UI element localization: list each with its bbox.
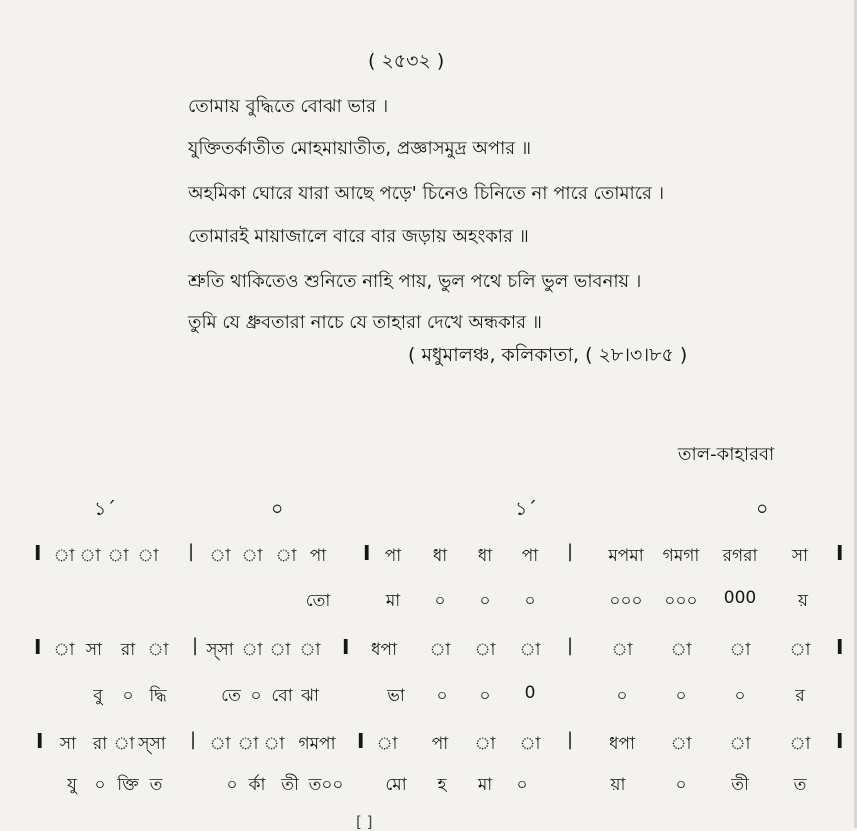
lyric-syllable: তী (281, 775, 299, 795)
swara-note: া (429, 640, 451, 660)
swara-note: া (519, 640, 541, 660)
bar-line: I (36, 729, 44, 753)
beat-mark-1: ১ˊ (94, 498, 116, 520)
swara-note: পা (384, 546, 402, 566)
swara-note: া (137, 546, 159, 566)
notation-swara-row-2 (0, 637, 857, 667)
swara-note: া (79, 546, 101, 566)
lyric-syllable: ০ (479, 591, 491, 611)
notation-syllable-row-2 (0, 683, 857, 713)
swara-note: ধপা (371, 640, 397, 660)
bar-line: | (567, 635, 574, 656)
lyric-syllable: মো (385, 775, 407, 795)
swara-note: ধা (432, 546, 448, 566)
lyric-syllable: হ (437, 775, 447, 795)
bar-line: | (192, 635, 199, 656)
swara-note: া (729, 734, 751, 754)
bar-line: | (190, 729, 197, 750)
lyric-syllable: 000 (723, 588, 757, 608)
lyric-syllable: 0 (524, 683, 536, 703)
swara-note: া (519, 734, 541, 754)
swara-note: া (275, 546, 297, 566)
swara-note: া (611, 640, 633, 660)
lyric-syllable: দ্ধি (149, 686, 167, 706)
notation-swara-row-1 (0, 543, 857, 573)
bar-line: I (357, 729, 365, 753)
swara-note: রা (92, 734, 108, 754)
swara-note: া (53, 546, 75, 566)
swara-note: সা (85, 640, 103, 660)
lyric-syllable: ভা (387, 686, 405, 706)
swara-note: রগরা (722, 546, 758, 566)
lyric-line-1: তোমায় বুদ্ধিতে বোঝা ভার । (188, 96, 389, 117)
lyric-syllable: ০ (434, 591, 446, 611)
swara-note: স্সা (138, 734, 166, 754)
lyric-syllable: বু (93, 686, 103, 706)
lyric-syllable: ০ (675, 686, 687, 706)
lyric-syllable: ত০০ (308, 775, 344, 795)
swara-note: া (376, 734, 398, 754)
lyric-syllable: ০ (524, 591, 536, 611)
lyric-syllable: তী (731, 775, 749, 795)
swara-note: া (107, 546, 129, 566)
lyric-syllable: ০ (226, 775, 238, 795)
notation-syllable-row-1 (0, 588, 857, 618)
bar-line: I (342, 635, 350, 659)
bar-line: I (836, 541, 844, 565)
bar-line: I (836, 635, 844, 659)
swara-note: া (147, 640, 169, 660)
swara-note: া (209, 546, 231, 566)
lyric-syllable: ০ (516, 775, 528, 795)
swara-note: া (789, 640, 811, 660)
next-song-number-fragment: [ ] (356, 813, 373, 831)
lyric-syllable: য় (797, 591, 809, 611)
swara-note: া (299, 640, 321, 660)
swara-note: া (237, 734, 259, 754)
lyric-syllable: ০ (734, 686, 746, 706)
bar-line: | (567, 729, 574, 750)
swara-note: া (789, 734, 811, 754)
lyric-line-5: শ্রুতি থাকিতেও শুনিতে নাহি পায়, ভুল পথে চলি ভুল ভাবনায় । (188, 271, 642, 292)
composition-credit: ( মধুমালঞ্চ, কলিকাতা, ( ২৮।৩।৮৫ ) (408, 344, 688, 366)
swara-note: া (670, 734, 692, 754)
swara-note: া (729, 640, 751, 660)
lyric-syllable: র্কা (248, 775, 266, 795)
lyric-syllable: ত (793, 775, 807, 795)
lyric-syllable: মা (477, 775, 493, 795)
lyric-syllable: তে (221, 686, 241, 706)
beat-mark-3: ১ˊ (515, 498, 537, 520)
notation-syllable-row-3 (0, 772, 857, 802)
lyric-syllable: ০ (250, 686, 262, 706)
lyric-syllable: বো (271, 686, 293, 706)
lyric-line-2: যুক্তিতর্কাতীত মোহমায়াতীত, প্রজ্ঞাসমুদ্র অপার ॥ (188, 138, 532, 159)
swara-note: গমগা (662, 546, 700, 566)
song-number: ( ২৫৩২ ) (368, 50, 445, 72)
lyric-line-6: তুমি যে ধ্রুবতারা নাচে যে তাহারা দেখে অন্ধকার ॥ (188, 312, 542, 333)
lyric-syllable: মা (385, 591, 401, 611)
lyric-syllable: ০ (616, 686, 628, 706)
swara-note: পা (309, 546, 327, 566)
bar-line: | (188, 541, 195, 562)
lyric-syllable: ঝা (301, 686, 319, 706)
bar-line: I (34, 635, 42, 659)
lyric-syllable: ০ (94, 775, 106, 795)
swara-note: া (53, 640, 75, 660)
swara-note: া (113, 734, 135, 754)
lyric-syllable: তো (305, 591, 331, 611)
lyric-syllable: ০ (479, 686, 491, 706)
bar-line: | (567, 541, 574, 562)
lyric-line-3: অহমিকা ঘোরে যারা আছে পড়ে' চিনেও চিনিতে না পারে তোমারে । (188, 183, 665, 204)
swara-note: া (241, 640, 263, 660)
swara-note: া (269, 640, 291, 660)
lyric-syllable: যু (67, 775, 77, 795)
swara-note: ধপা (609, 734, 635, 754)
swara-note: স্সা (206, 640, 234, 660)
lyric-syllable: ০ (436, 686, 448, 706)
lyric-syllable: ০ (122, 686, 134, 706)
beat-mark-2: ০ (271, 498, 284, 520)
swara-note: গমপা (298, 734, 336, 754)
swara-note: রা (120, 640, 136, 660)
lyric-syllable: ০০০ (664, 591, 698, 611)
notation-swara-row-3 (0, 731, 857, 761)
lyric-syllable: ত (149, 775, 163, 795)
lyric-syllable: ক্তি (117, 775, 139, 795)
lyric-syllable: য়া (610, 775, 626, 795)
swara-note: া (263, 734, 285, 754)
lyric-syllable: র (795, 686, 805, 706)
swara-note: ধা (477, 546, 493, 566)
bar-line: I (363, 541, 371, 565)
swara-note: া (474, 734, 496, 754)
swara-note: সা (59, 734, 77, 754)
bar-line: I (836, 729, 844, 753)
swara-note: া (209, 734, 231, 754)
swara-note: পা (431, 734, 449, 754)
swara-note: া (474, 640, 496, 660)
bar-line: I (34, 541, 42, 565)
swara-note: সা (791, 546, 809, 566)
swara-note: া (241, 546, 263, 566)
swara-note: পা (521, 546, 539, 566)
swara-note: মপমা (608, 546, 644, 566)
tala-label: তাল-কাহারবা (678, 444, 775, 465)
swara-note: া (670, 640, 692, 660)
lyric-syllable: ০০০ (609, 591, 643, 611)
lyric-line-4: তোমারই মায়াজালে বারে বার জড়ায় অহংকার ॥ (188, 226, 529, 247)
lyric-syllable: ০ (675, 775, 687, 795)
beat-mark-4: ০ (756, 498, 769, 520)
